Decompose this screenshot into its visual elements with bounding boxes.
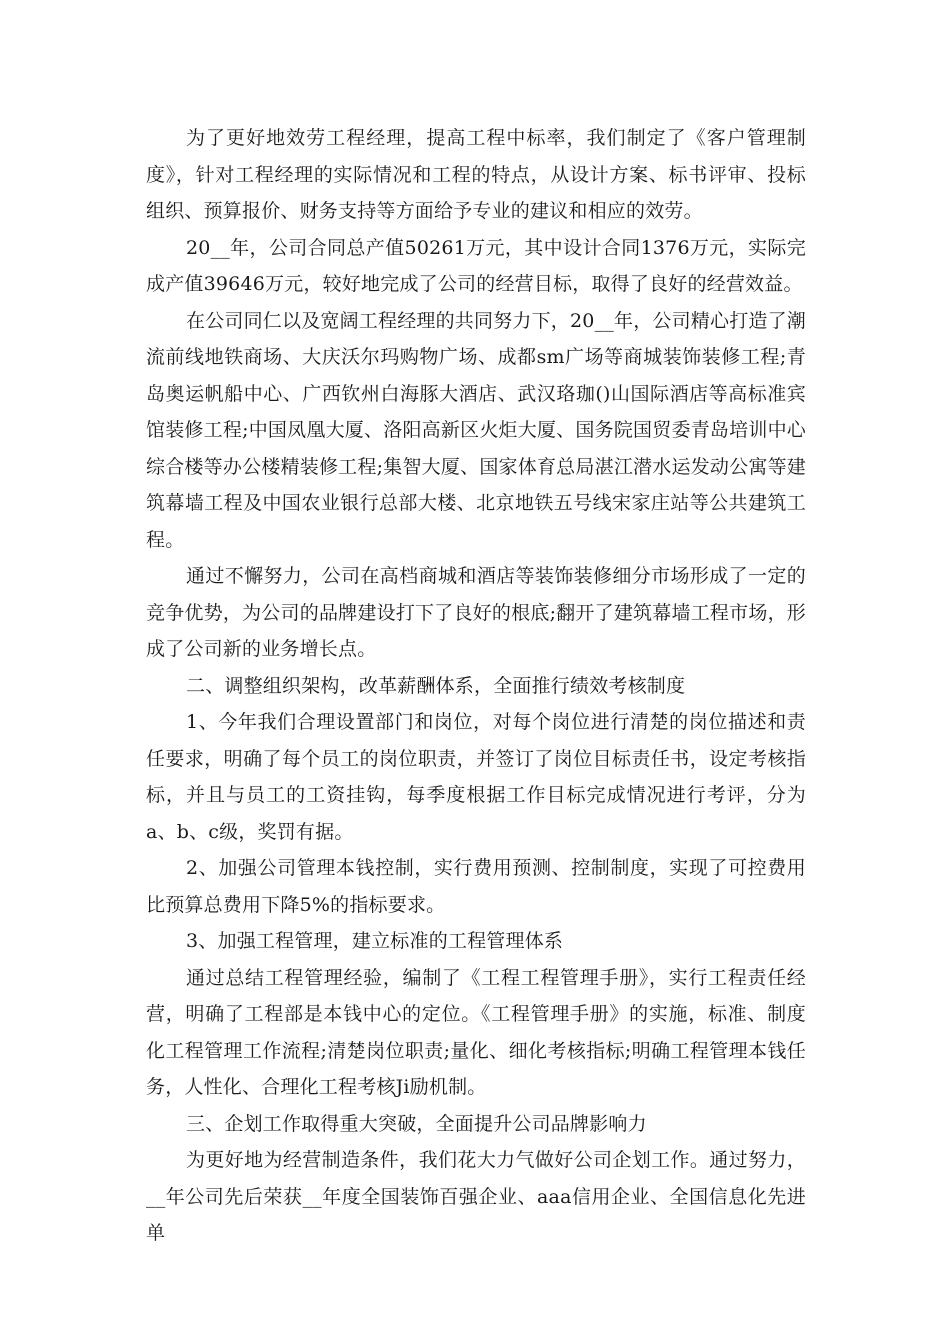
paragraph-item-2: 2、加强公司管理本钱控制，实行费用预测、控制制度，实现了可控费用比预算总费用下降5%的指标要求。 — [146, 857, 806, 916]
paragraph-planning-work: 为更好地为经营制造条件，我们花大力气做好公司企划工作。通过努力，__年公司先后荣获__年度全国装饰百强企业、aaa信用企业、全国信息化先进单 — [146, 1149, 806, 1244]
paragraph-output-value: 20__年，公司合同总产值50261万元，其中设计合同1376万元，实际完成产值39646万元，较好地完成了公司的经营目标，取得了良好的经营效益。 — [146, 236, 806, 295]
section-heading-planning: 三、企划工作取得重大突破，全面提升公司品牌影响力 — [186, 1112, 647, 1135]
paragraph-client-management: 为了更好地效劳工程经理，提高工程中标率，我们制定了《客户管理制度》，针对工程经理的实际情况和工程的特点，从设计方案、标书评审、投标组织、预算报价、财务支持等方面给予专业的建议和相应的效劳。 — [146, 127, 806, 222]
section-heading-organization: 二、调整组织架构，改革薪酬体系，全面推行绩效考核制度 — [186, 674, 686, 697]
paragraph-projects: 在公司同仁以及宽阔工程经理的共同努力下，20__年，公司精心打造了潮流前线地铁商场、大庆沃尔玛购物广场、成都sm广场等商城装饰装修工程;青岛奥运帆船中心、广西钦州白海豚大酒店、武汉珞珈()山国际酒店等高标准宾馆装修工程;中国凤凰大厦、洛阳高新区火炬大厦、国务院国贸委青岛培训中心综合楼等办公楼精装修工程;集智大厦、国家体育总局湛江潜水运发动公寓等建筑幕墙工程及中国农业银行总部大楼、北京地铁五号线宋家庄站等公共建筑工程。 — [146, 309, 806, 551]
document-body — [146, 120, 806, 1252]
paragraph-item-1: 1、今年我们合理设置部门和岗位，对每个岗位进行清楚的岗位描述和责任要求，明确了每个员工的岗位职责，并签订了岗位目标责任书，设定考核指标，并且与员工的工资挂钩，每季度根据工作目标完成情况进行考评，分为a、b、c级，奖罚有据。 — [146, 711, 806, 843]
paragraph-project-manual: 通过总结工程管理经验，编制了《工程工程管理手册》，实行工程责任经营，明确了工程部是本钱中心的定位。《工程管理手册》的实施，标准、制度化工程管理工作流程;清楚岗位职责;量化、细化考核指标;明确工程管理本钱任务，人性化、合理化工程考核Ji励机制。 — [146, 966, 806, 1098]
paragraph-item-3: 3、加强工程管理，建立标准的工程管理体系 — [186, 930, 564, 952]
paragraph-market-advantage: 通过不懈努力，公司在高档商城和酒店等装饰装修细分市场形成了一定的竞争优势，为公司的品牌建设打下了良好的根底;翻开了建筑幕墙工程市场，形成了公司新的业务增长点。 — [146, 565, 806, 660]
